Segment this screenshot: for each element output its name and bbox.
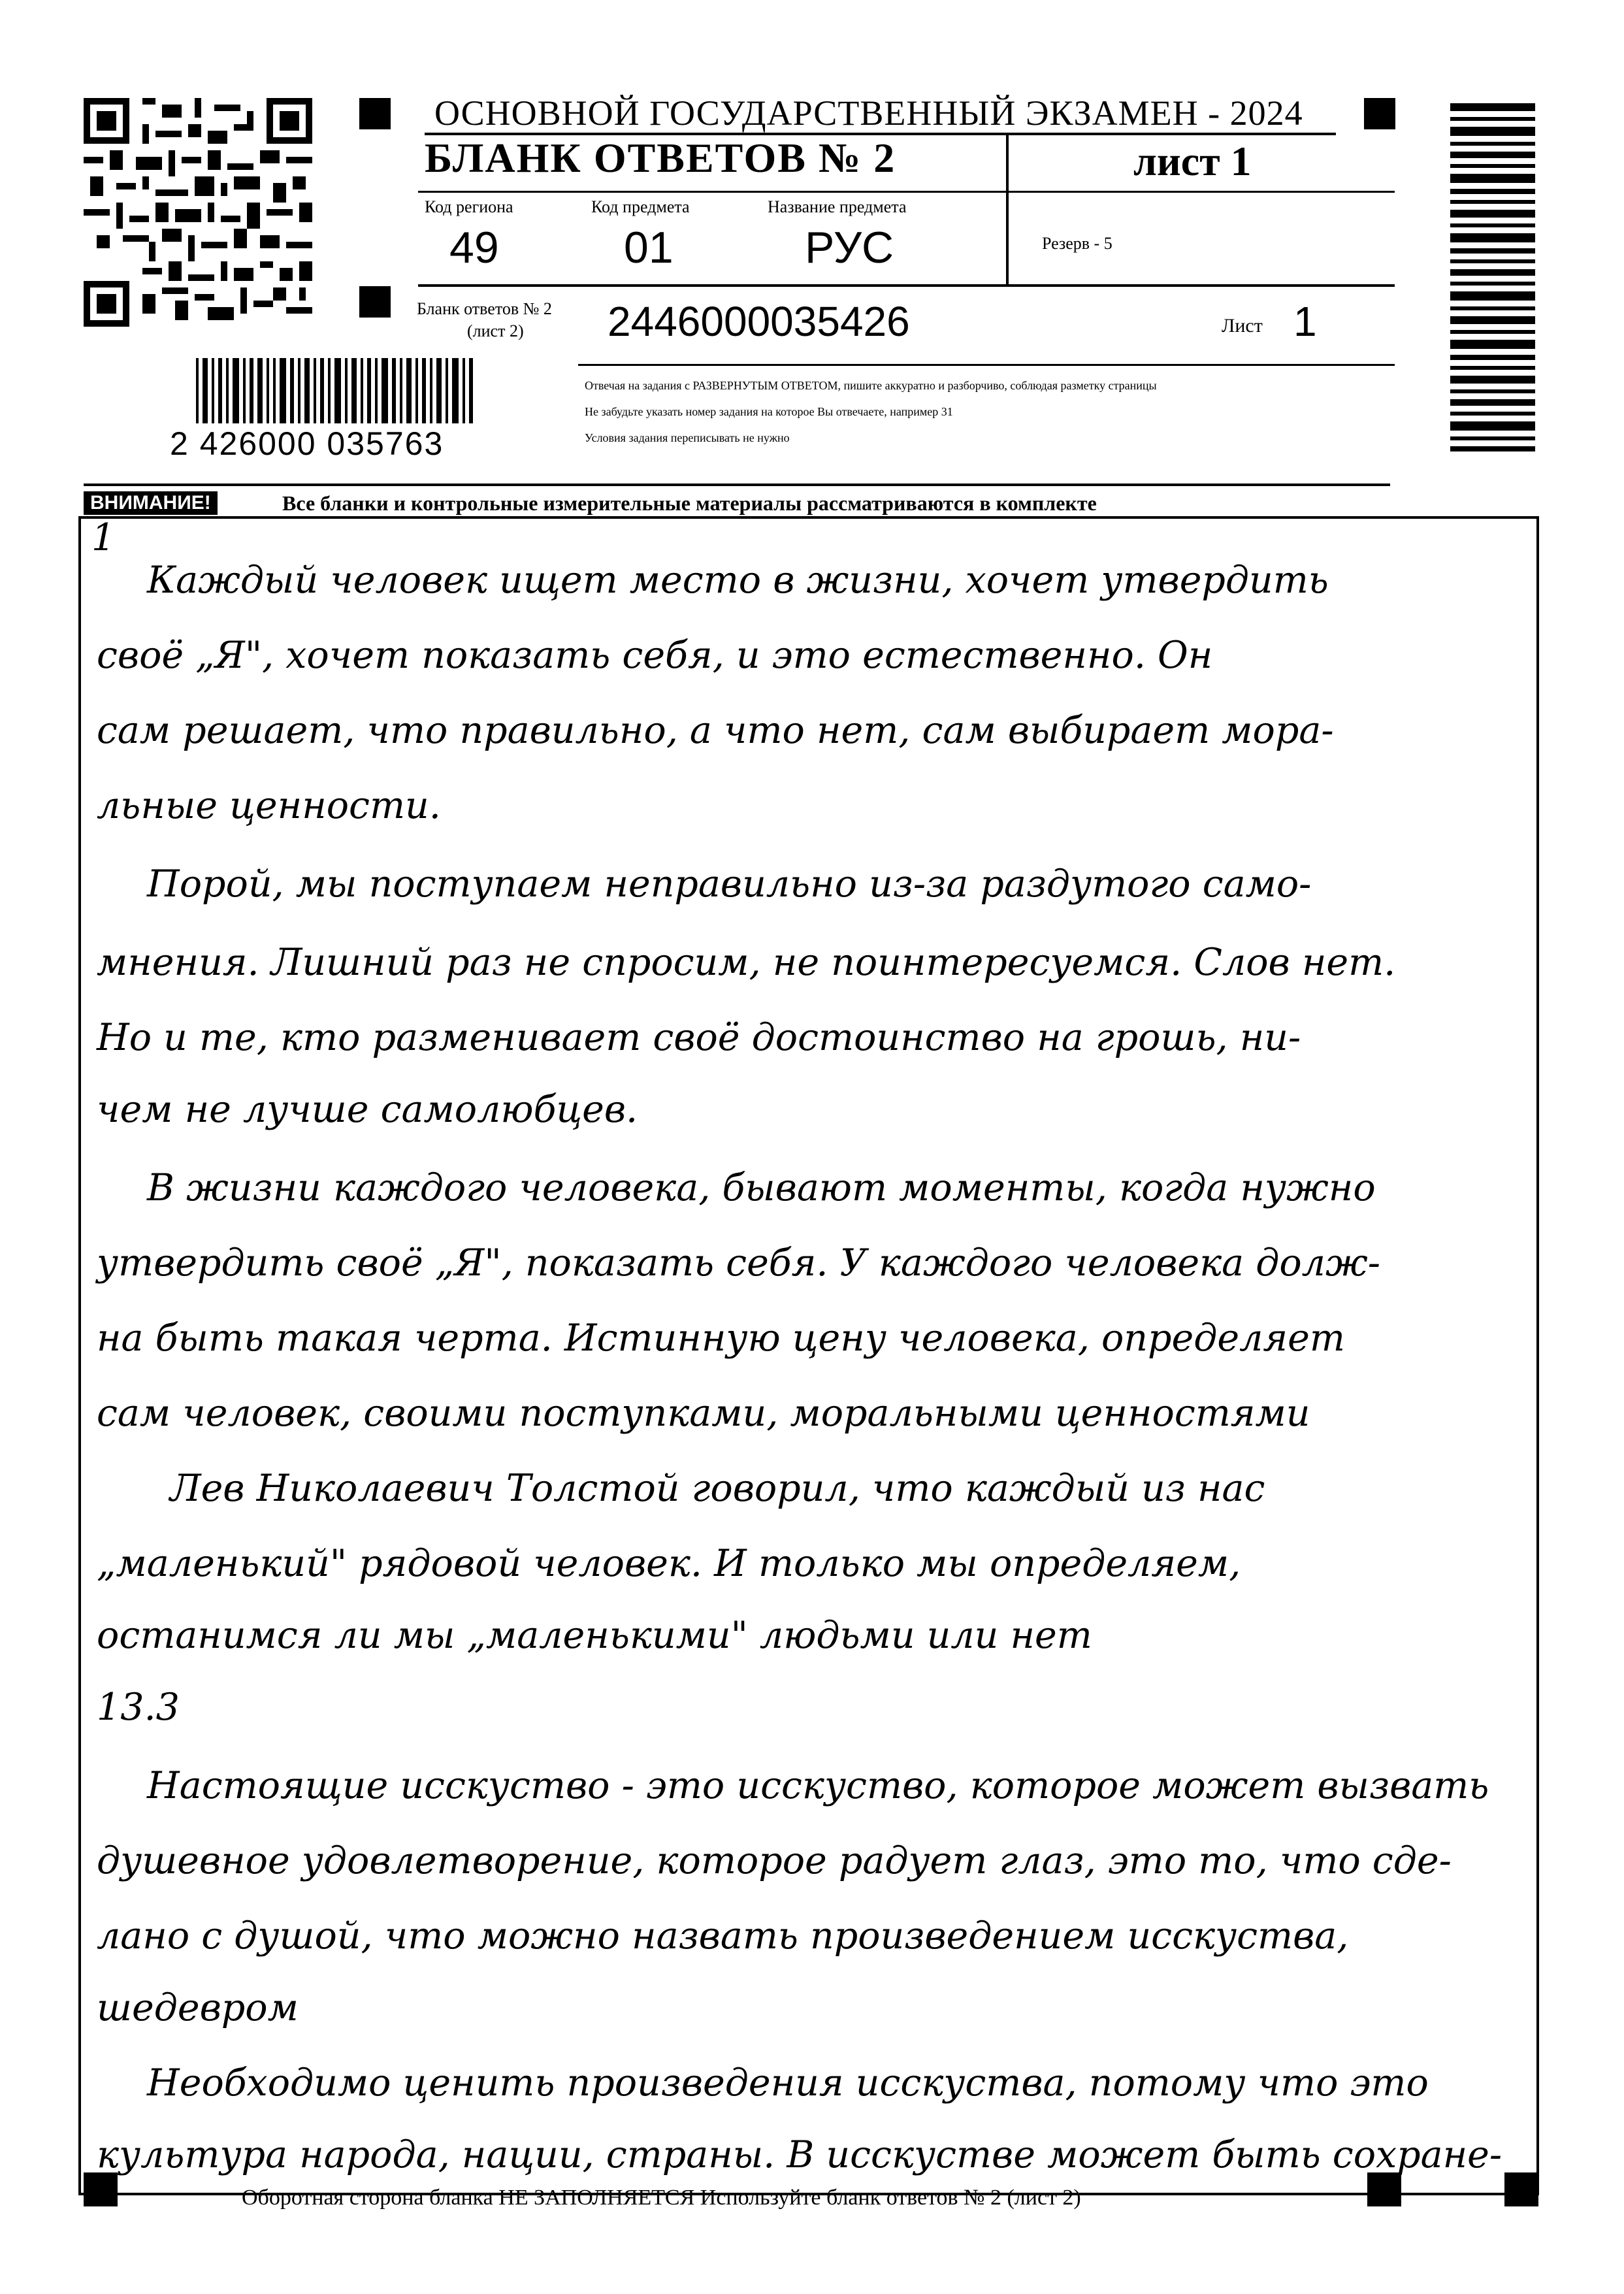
handwritten-line: утвердить своё „Я", показать себя. У каждого человека долж- — [97, 1241, 1381, 1285]
handwritten-line: сам человек, своими поступками, моральными ценностями — [97, 1392, 1310, 1435]
registration-mark — [1364, 98, 1395, 129]
divider — [84, 483, 1390, 486]
handwritten-line: останимся ли мы „маленькими" людьми или нет — [97, 1614, 1092, 1657]
handwritten-line: душевное удовлетворение, которое радует глаз, это то, что сде- — [97, 1839, 1452, 1882]
sheet-value: 1 — [1293, 298, 1317, 345]
handwritten-line: „маленький" рядовой человек. И только мы определяем, — [97, 1542, 1241, 1585]
side-barcode — [1450, 103, 1535, 472]
handwritten-line: Необходимо ценить произведения исскуства, потому что это — [147, 2061, 1429, 2105]
handwritten-line: своё „Я", хочет показать себя, и это естественно. Он — [97, 634, 1213, 677]
subject-code-value: 01 — [624, 223, 674, 272]
handwritten-line: Настоящие исскуство - это исскуство, которое может вызвать — [147, 1764, 1489, 1807]
region-value: 49 — [449, 223, 499, 272]
instruction-line: Отвечая на задания с РАЗВЕРНУТЫМ ОТВЕТОМ, пишите аккуратно и разборчиво, соблюдая разметку страницы — [585, 379, 1157, 392]
exam-title: ОСНОВНОЙ ГОСУДАРСТВЕННЫЙ ЭКЗАМЕН - 2024 — [434, 93, 1303, 133]
blank-ref-value: 2446000035426 — [608, 298, 910, 345]
qr-code — [84, 98, 312, 327]
subject-name-label: Название предмета — [768, 197, 907, 216]
handwritten-line: на быть такая черта. Истинную цену человека, определяет — [97, 1317, 1345, 1360]
sheet-title: лист 1 — [1133, 138, 1252, 184]
divider — [1006, 133, 1009, 286]
sheet-label: Лист — [1222, 315, 1263, 336]
handwritten-line: сам решает, что правильно, а что нет, сам выбирает мора- — [97, 709, 1334, 752]
blank-title: БЛАНК ОТВЕТОВ № 2 — [425, 135, 896, 181]
divider — [418, 284, 1395, 287]
handwritten-line: льные ценности. — [97, 784, 441, 827]
reserve-label: Резерв - 5 — [1042, 234, 1112, 253]
instruction-line: Условия задания переписывать не нужно — [585, 431, 790, 444]
blank-ref-label: Бланк ответов № 2 — [417, 299, 552, 318]
handwritten-line: культура народа, нации, страны. В исскустве может быть сохране- — [97, 2133, 1502, 2176]
handwritten-line: В жизни каждого человека, бывают моменты, когда нужно — [147, 1166, 1376, 1209]
handwritten-line: Но и те, кто разменивает своё достоинство на грошь, ни- — [97, 1016, 1301, 1059]
warning-badge: ВНИМАНИЕ! — [84, 491, 218, 515]
divider — [578, 364, 1395, 366]
handwritten-line: Порой, мы поступаем неправильно из-за раздутого само- — [147, 862, 1312, 906]
handwritten-line: мнения. Лишний раз не спросим, не поинтересуемся. Слов нет. — [97, 941, 1396, 984]
divider — [418, 191, 1395, 193]
region-label: Код региона — [425, 197, 513, 216]
handwritten-line: Каждый человек ищет место в жизни, хочет утвердить — [147, 559, 1329, 602]
handwritten-line: лано с душой, что можно назвать произведением исскуства, — [97, 1914, 1349, 1958]
registration-mark — [359, 98, 391, 129]
barcode — [196, 358, 529, 423]
handwritten-line: шедевром — [97, 1986, 299, 2029]
registration-mark — [359, 286, 391, 318]
handwritten-line: Лев Николаевич Толстой говорил, что каждый из нас — [170, 1467, 1265, 1510]
subject-name-value: РУС — [805, 223, 894, 272]
subject-code-label: Код предмета — [591, 197, 690, 216]
barcode-number: 2 426000 035763 — [170, 425, 444, 462]
footer-note: Оборотная сторона бланка НЕ ЗАПОЛНЯЕТСЯ Используйте бланк ответов № 2 (лист 2) — [242, 2186, 1081, 2210]
handwritten-line: 13.3 — [97, 1686, 180, 1729]
instruction-line: Не забудьте указать номер задания на которое Вы отвечаете, например 31 — [585, 405, 953, 418]
handwritten-line: 1 — [91, 516, 116, 559]
handwritten-line: чем не лучше самолюбцев. — [97, 1088, 638, 1131]
warning-text: Все бланки и контрольные измерительные материалы рассматриваются в комплекте — [282, 491, 1097, 515]
blank-ref-sublabel: (лист 2) — [467, 321, 524, 340]
